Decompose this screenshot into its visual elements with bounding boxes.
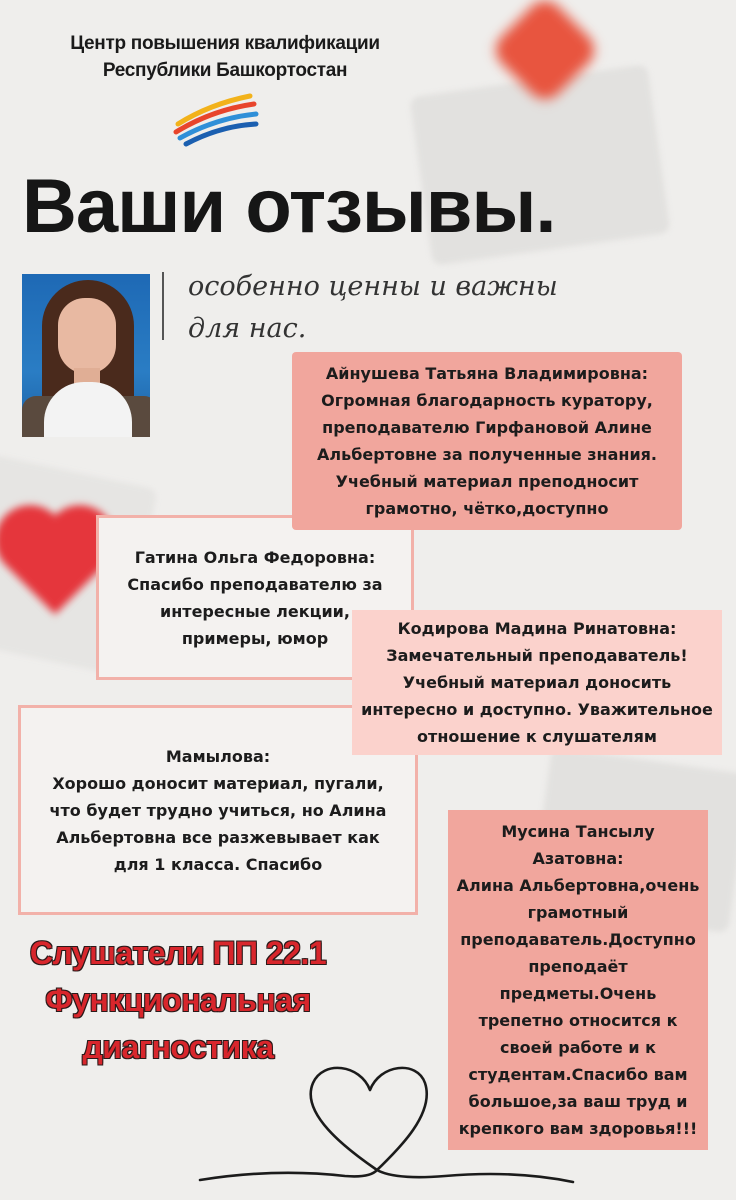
review-author: Мамылова: — [165, 746, 271, 766]
review-text-line: Альбертовна все разжевывает как — [56, 827, 380, 847]
review-text-line: Учебный материал преподносит — [335, 472, 639, 491]
organization-line-1: Центр повышения квалификации — [70, 33, 380, 54]
review-text-line: примеры, юмор — [181, 628, 329, 648]
review-text-line: преподаёт — [528, 957, 628, 976]
review-text-line: Спасибо преподавателю за — [127, 574, 383, 594]
review-text-line: что будет трудно учиться, но Алина — [49, 800, 387, 820]
review-text-line: Альбертовне за полученные знания. — [316, 445, 658, 464]
listeners-line-3: диагностика — [82, 1029, 274, 1065]
review-author: Мусина Тансылу — [501, 822, 655, 841]
review-text-line: грамотный — [527, 903, 629, 922]
review-card — [352, 610, 722, 755]
subtitle — [188, 266, 558, 350]
review-text-line: большое,за ваш труд и — [468, 1092, 688, 1111]
heart-line-icon — [195, 1058, 575, 1188]
review-text-line: грамотно, чётко,доступно — [365, 499, 609, 518]
review-text-line: предметы.Очень — [499, 984, 657, 1003]
review-author: Айнушева Татьяна Владимировна: — [325, 364, 649, 383]
review-card — [292, 352, 682, 530]
review-text-line: Замечательный преподаватель! — [386, 646, 688, 665]
review-text-line: для 1 класса. Спасибо — [113, 854, 323, 874]
organization-name — [0, 30, 450, 84]
review-text-line: интересно и доступно. Уважительное — [361, 700, 713, 719]
review-author: Кодирова Мадина Ринатовна: — [397, 619, 677, 638]
listeners-group-label — [18, 930, 338, 1071]
listeners-line-1: Слушатели ПП 22.1 — [29, 935, 327, 971]
page-title: Ваши отзывы. — [22, 164, 556, 249]
review-author: Гатина Ольга Федоровна: — [134, 547, 376, 567]
review-text-line: студентам.Спасибо вам — [468, 1065, 688, 1084]
subtitle-line-2: для нас. — [188, 313, 307, 344]
review-text-line: своей работе и к — [500, 1038, 656, 1057]
teacher-photo — [22, 274, 150, 437]
review-text-line: интересные лекции, — [160, 601, 350, 621]
organization-line-2: Республики Башкортостан — [102, 60, 348, 81]
listeners-line-2: Функциональная — [45, 982, 311, 1018]
review-text-line: преподавателю Гирфановой Алине — [322, 418, 652, 437]
review-text-line: крепкого вам здоровья!!! — [458, 1119, 698, 1138]
review-text-line: Азатовна: — [532, 849, 624, 868]
divider — [162, 272, 164, 340]
review-text-line: отношение к слушателям — [417, 727, 657, 746]
review-text-line: Учебный материал доносить — [402, 673, 672, 692]
review-text-line: преподаватель.Доступно — [460, 930, 696, 949]
review-text-line: Огромная благодарность куратору, — [321, 391, 653, 410]
review-text-line: Алина Альбертовна,очень — [456, 876, 700, 895]
logo-stripes-icon — [170, 92, 260, 152]
review-text-line: трепетно относится к — [478, 1011, 678, 1030]
subtitle-line-1: особенно ценны и важны — [188, 271, 558, 302]
review-text-line: Хорошо доносит материал, пугали, — [52, 773, 384, 793]
